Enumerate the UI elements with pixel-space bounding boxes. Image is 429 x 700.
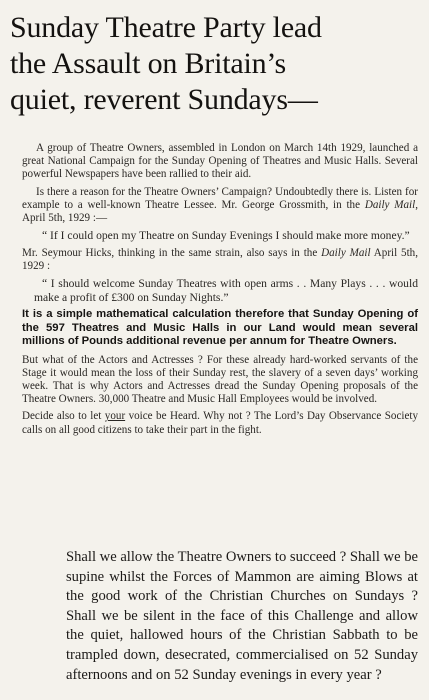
- decide-text-end: voice be Heard. Why not ? The Lord’s Day Observance Society calls on all good citizens to take their part in the fight.: [22, 410, 418, 436]
- reason-text-start: Is there a reason for the Theatre Owners’ Campaign? Undoubtedly there is. Listen for example to a well-known Theatre Lessee. Mr. George Grossmith, in the: [22, 185, 418, 211]
- headline-line-2: the Assault on Britain’s: [10, 47, 287, 80]
- article-body: [22, 142, 418, 441]
- reason-paragraph: [22, 186, 418, 226]
- hicks-text-end: April 5th, 1929 :: [22, 246, 419, 273]
- decide-your-underlined: your: [104, 410, 126, 423]
- headline: [10, 10, 422, 118]
- bold-calculation-paragraph: It is a simple mathematical calculation therefore that Sunday Opening of the 597 Theatres and Music Halls in our Land would mean several millions of Pounds additional revenue per annum for Theatre Owners.: [22, 308, 418, 348]
- closing-appeal: Shall we allow the Theatre Owners to succeed ? Shall we be supine whilst the Forces of Mammon are aiming Blows at the good work of the Christian Churches on Sundays ? Shall we be silent in the face of this Challenge and allow the quiet, hallowed hours of the Christian Sabbath to be trampled down, desecrated, commercialised on 52 Sunday afternoons and on 52 Sunday evenings in every year ?: [66, 549, 418, 683]
- decide-text-start: Decide also to let: [22, 410, 105, 423]
- hicks-quote: “ I should welcome Sunday Theatres with open arms . . Many Plays . . . would make a profit of £300 on Sunday Nights.”: [34, 277, 418, 304]
- hicks-text-start: Mr. Seymour Hicks, thinking in the same strain, also says in the: [22, 246, 322, 259]
- decide-paragraph: [22, 410, 418, 436]
- hicks-paragraph: [22, 247, 418, 273]
- intro-paragraph: A group of Theatre Owners, assembled in London on March 14th 1929, launched a great National Campaign for the Sunday Opening of Theatres and Music Halls. Several powerful Newspapers have been rallied to their aid.: [22, 142, 418, 181]
- grossmith-quote: “ If I could open my Theatre on Sunday Evenings I should make more money.”: [42, 229, 410, 243]
- reason-text-end: , April 5th, 1929 :—: [22, 198, 419, 225]
- reason-newspaper-name: Daily Mail: [364, 198, 416, 211]
- headline-line-3: quiet, reverent Sundays—: [10, 83, 318, 116]
- hicks-newspaper-name: Daily Mail: [321, 246, 371, 259]
- headline-line-1: Sunday Theatre Party lead: [10, 11, 322, 44]
- actors-paragraph: But what of the Actors and Actresses ? For these already hard-worked servants of the Stage it would mean the loss of their Sunday rest, the slavery of a seven days’ working week. That is why Actors and Actresses dread the Sunday Opening proposals of the Theatre Owners. 30,000 Theatre and Music Hall Employees would be involved.: [22, 353, 418, 406]
